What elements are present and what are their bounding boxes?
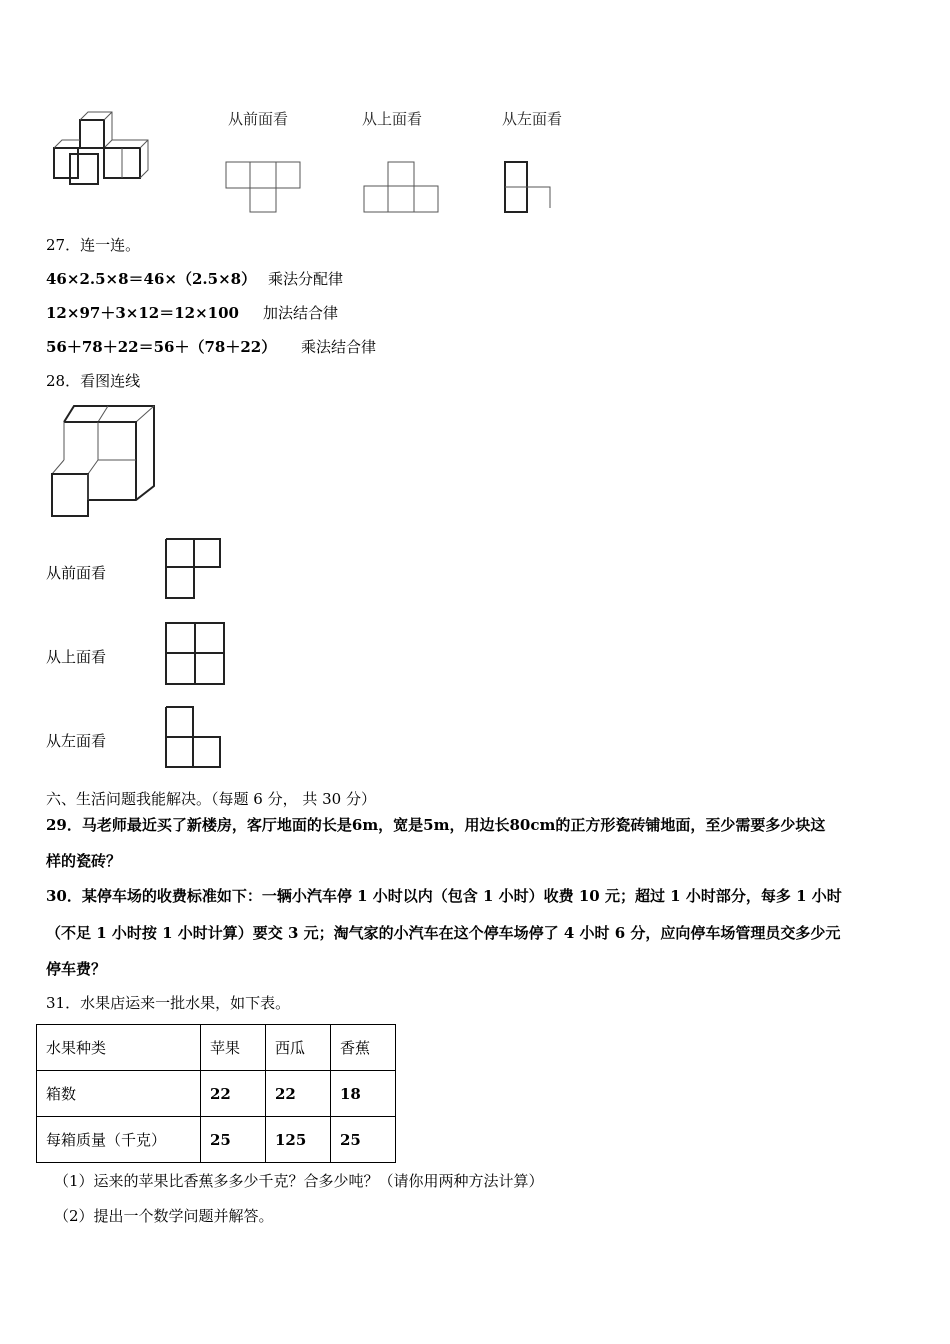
table-header-cell: 水果种类: [37, 1025, 201, 1071]
table-row: [37, 1117, 396, 1163]
fruit-table: [36, 1024, 396, 1163]
q28-solid-drawing: [44, 402, 160, 522]
q28-view-label-left: 从左面看: [46, 732, 107, 750]
q31-sub-question-1: （1）运来的苹果比香蕉多多少千克？合多少吨？（请你用两种方法计算）: [54, 1172, 544, 1190]
section-6-heading: 六、生活问题我能解决。（每题 6 分， 共 30 分）: [46, 790, 376, 808]
q29-line-1: 29．马老师最近买了新楼房，客厅地面的长是6m，宽是5m，用边长80cm的正方形瓷砖铺地面，至少需要多少块这: [46, 816, 826, 834]
fig26-front-view: [224, 160, 304, 216]
table-cell: 22: [201, 1071, 266, 1117]
q31-title: 31．水果店运来一批水果，如下表。: [46, 994, 291, 1012]
q30-line-1: 30．某停车场的收费标准如下：一辆小汽车停 1 小时以内（包含 1 小时）收费 10 元；超过 1 小时部分，每多 1 小时: [46, 887, 842, 905]
table-cell: 22: [266, 1071, 331, 1117]
fig26-view-label-top: 从上面看: [362, 110, 423, 128]
table-cell: 18: [331, 1071, 396, 1117]
fig26-solid-drawing: [48, 108, 153, 188]
table-cell: 125: [266, 1117, 331, 1163]
table-row: [37, 1071, 396, 1117]
fig26-left-view: [502, 160, 558, 216]
q30-line-2: （不足 1 小时按 1 小时计算）要交 3 元；淘气家的小汽车在这个停车场停了 4 小时 6 分，应向停车场管理员交多少元: [46, 924, 841, 942]
q28-view-option-1: [162, 536, 226, 604]
table-cell: 箱数: [37, 1071, 201, 1117]
q27-equation-3: 56＋78＋22＝56＋（78＋22）: [46, 338, 277, 356]
q30-line-3: 停车费？: [46, 960, 107, 978]
q31-sub-question-2: （2）提出一个数学问题并解答。: [54, 1207, 274, 1225]
q28-view-label-front: 从前面看: [46, 564, 107, 582]
q27-law-1: 乘法分配律: [268, 270, 344, 288]
q28-view-option-3: [162, 704, 226, 772]
q29-line-2: 样的瓷砖？: [46, 852, 122, 870]
table-header-row: [37, 1025, 396, 1071]
table-cell: 25: [201, 1117, 266, 1163]
q27-equation-1: 46×2.5×8＝46×（2.5×8）: [46, 270, 257, 288]
q27-title: 27．连一连。: [46, 236, 141, 254]
table-header-cell: 香蕉: [331, 1025, 396, 1071]
q27-equation-2: 12×97＋3×12＝12×100: [46, 304, 239, 322]
fig26-view-label-front: 从前面看: [228, 110, 289, 128]
q28-view-option-2: [162, 620, 228, 688]
fig26-top-view: [362, 160, 442, 216]
q28-view-label-top: 从上面看: [46, 648, 107, 666]
fig26-view-label-left: 从左面看: [502, 110, 563, 128]
table-cell: 每箱质量（千克）: [37, 1117, 201, 1163]
table-header-cell: 苹果: [201, 1025, 266, 1071]
q27-law-3: 乘法结合律: [301, 338, 377, 356]
table-header-cell: 西瓜: [266, 1025, 331, 1071]
table-cell: 25: [331, 1117, 396, 1163]
q27-law-2: 加法结合律: [263, 304, 339, 322]
q28-title: 28．看图连线: [46, 372, 141, 390]
